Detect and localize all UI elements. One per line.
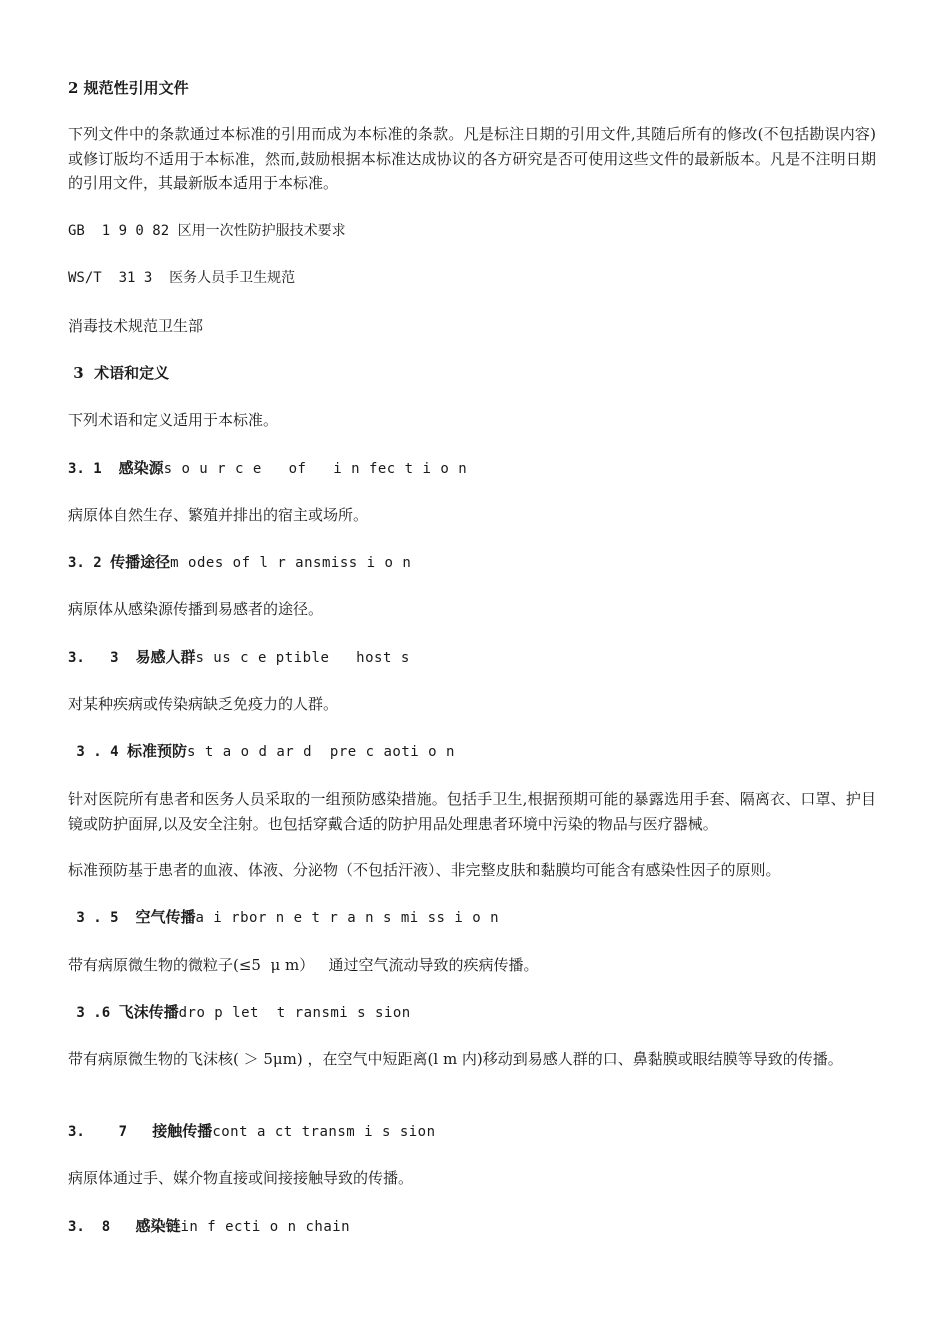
reference-ws: WS/T 31 3 医务人员手卫生规范 (68, 270, 296, 286)
term-definition-3-4-principle: 标准预防基于患者的血液、体液、分泌物（不包括汗液）、非完整皮肤和黏膜均可能含有感染性因子的原则。 (68, 861, 781, 879)
term-heading-3-5: 3 . 5 空气传播a i rbor n e t r a n s mi ss i o n (68, 908, 500, 926)
reference-disinfection: 消毒技术规范卫生部 (68, 317, 204, 335)
term-definition-3-5: 带有病原微生物的微粒子(≤5 μ m） 通过空气流动导致的疾病传播。 (68, 956, 539, 974)
reference-gb: GB 1 9 0 82 区用一次性防护服技术要求 (68, 223, 346, 239)
term-heading-3-2: 3. 2 传播途径m odes of l r ansmiss i o n (68, 553, 412, 571)
section-3-heading: 3 术语和定义 (68, 364, 170, 382)
term-heading-3-3: 3. 3 易感人群s us c e ptible host s (68, 648, 410, 666)
term-definition-3-2: 病原体从感染源传播到易感者的途径。 (68, 600, 324, 618)
term-heading-3-1: 3. 1 感染源s o u r c e of i n fec t i o n (68, 459, 468, 477)
section-2-intro: 下列文件中的条款通过本标准的引用而成为本标准的条款。凡是标注日期的引用文件,其随后所有的修改(不包括勘误内容)或修订版均不适用于本标准，然而,鼓励根据本标准达成协议的各方研究是否可使用这些文件的最新版本。凡是不注明日期的引用文件，其最新版本适用于本标准。 (68, 125, 876, 192)
section-2-heading: 2 规范性引用文件 (68, 79, 189, 97)
term-definition-3-1: 病原体自然生存、繁殖并排出的宿主或场所。 (68, 506, 369, 524)
term-heading-3-7: 3. 7 接触传播cont a ct transm i s sion (68, 1122, 436, 1140)
term-heading-3-8: 3. 8 感染链in f ecti o n chain (68, 1217, 351, 1235)
term-heading-3-6: 3 .6 飞沫传播dro p let t ransmi s sion (68, 1003, 411, 1021)
term-definition-3-4: 针对医院所有患者和医务人员采取的一组预防感染措施。包括手卫生,根据预期可能的暴露选用手套、隔离衣、口罩、护目镜或防护面屏,以及安全注射。也包括穿戴合适的防护用品处理患者环境中污染的物品与医疗器械。 (68, 790, 876, 833)
term-definition-3-7: 病原体通过手、媒介物直接或间接接触导致的传播。 (68, 1169, 414, 1187)
section-3-intro: 下列术语和定义适用于本标准。 (68, 411, 279, 429)
term-definition-3-3: 对某种疾病或传染病缺乏免疫力的人群。 (68, 695, 339, 713)
term-heading-3-4: 3 . 4 标准预防s t a o d ar d pre c aoti o n (68, 742, 455, 760)
term-definition-3-6: 带有病原微生物的飞沫核( ＞ 5μm) ，在空气中短距离(l m 内)移动到易感人群的口、鼻黏膜或眼结膜等导致的传播。 (68, 1050, 843, 1068)
